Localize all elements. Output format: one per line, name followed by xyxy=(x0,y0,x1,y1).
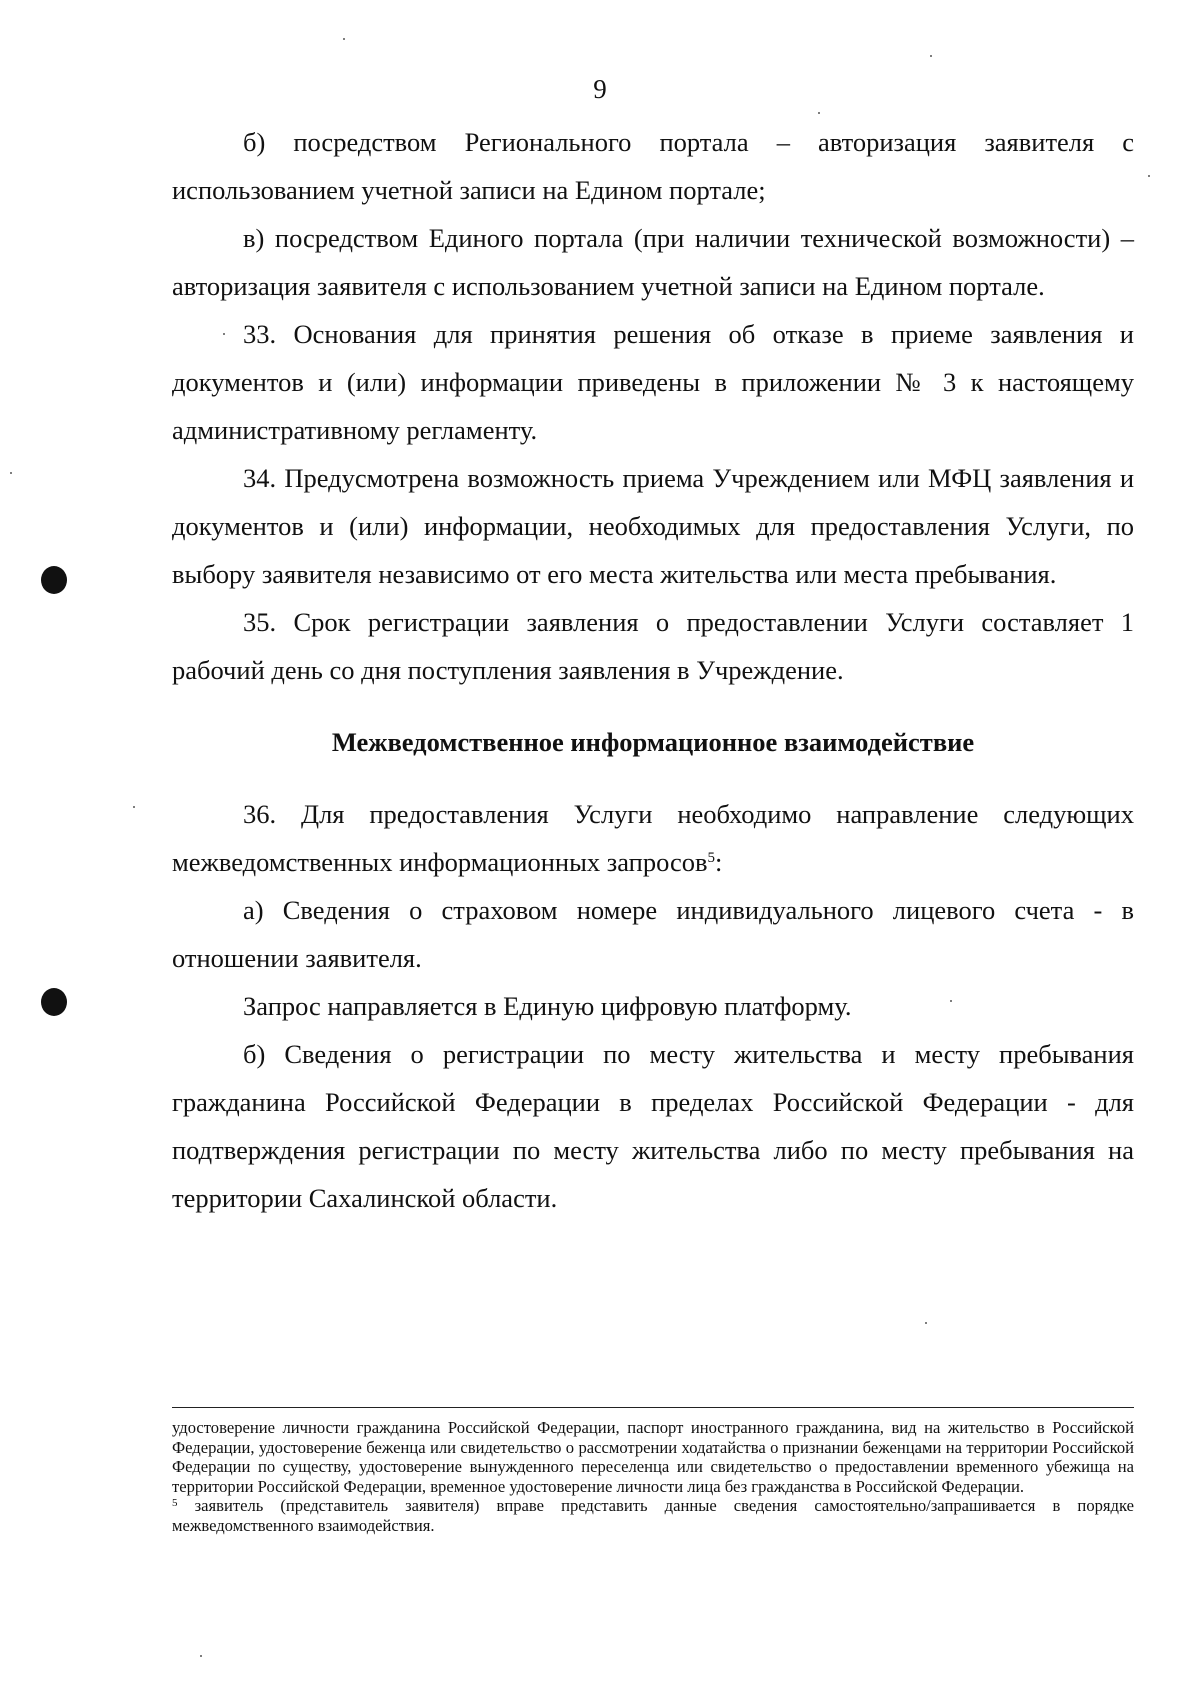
paragraph-36-tail: : xyxy=(715,847,723,877)
scan-speck xyxy=(950,1000,952,1002)
paragraph-v-unified-portal: в) посредством Единого портала (при наличии технической возможности) – авторизация заявителя с использованием учетной записи на Едином портале. xyxy=(172,223,1134,301)
page-number: 9 xyxy=(593,74,607,104)
paragraph-a-snils: а) Сведения о страховом номере индивидуального лицевого счета - в отношении заявителя. xyxy=(172,895,1134,973)
paragraph-34: 34. Предусмотрена возможность приема Учреждением или МФЦ заявления и документов и (или) информации, необходимых для предоставления Услуги, по выбору заявителя независимо от его места жительства или места пребывания. xyxy=(172,463,1134,589)
binder-hole-bottom xyxy=(41,988,67,1016)
paragraph-b-regional-portal: б) посредством Регионального портала – авторизация заявителя с использованием учетной записи на Едином портале; xyxy=(172,127,1134,205)
footnote-5 xyxy=(172,1496,1134,1535)
footnote-separator xyxy=(172,1407,1134,1408)
footnote-ref-5: 5 xyxy=(707,850,715,866)
paragraph-33: 33. Основания для принятия решения об отказе в приеме заявления и документов и (или) информации приведены в приложении № 3 к настоящему административному регламенту. xyxy=(172,319,1134,445)
scan-speck xyxy=(133,806,135,808)
scan-speck xyxy=(1148,175,1150,177)
paragraph-request-platform: Запрос направляется в Единую цифровую платформу. xyxy=(243,991,852,1021)
paragraph-36 xyxy=(172,790,1134,886)
scan-speck xyxy=(930,55,932,57)
scan-speck xyxy=(343,38,345,40)
footnote-continuation: удостоверение личности гражданина Российской Федерации, паспорт иностранного гражданина, вид на жительство в Российской Федерации, удостоверение беженца или свидетельство о рассмотрении ходатайства о признании беженцами на территории Российской Федерации по существу, удостоверение вынужденного переселенца или свидетельство о предоставлении временного убежища на территории Российской Федерации, временное удостоверение личности лица без гражданства в Российской Федерации. xyxy=(172,1418,1134,1496)
paragraph-36-text: 36. Для предоставления Услуги необходимо направление следующих межведомственных информационных запросов xyxy=(172,799,1134,877)
scan-speck xyxy=(925,1322,927,1324)
paragraph-b-registration: б) Сведения о регистрации по месту жительства и месту пребывания гражданина Российской Федерации в пределах Российской Федерации - для подтверждения регистрации по месту жительства либо по месту пребывания на территории Сахалинской области. xyxy=(172,1039,1134,1213)
scan-speck xyxy=(818,112,820,114)
binder-hole-top xyxy=(41,566,67,594)
footnote-5-text: заявитель (представитель заявителя) вправе представить данные сведения самостоятельно/запрашивается в порядке межведомственного взаимодействия. xyxy=(172,1496,1134,1535)
footnotes xyxy=(172,1418,1134,1535)
scan-speck xyxy=(200,1655,202,1657)
scan-speck xyxy=(10,472,12,474)
section-heading: Межведомственное информационное взаимодействие xyxy=(331,727,975,757)
document-body xyxy=(172,118,1134,1222)
paragraph-35: 35. Срок регистрации заявления о предоставлении Услуги составляет 1 рабочий день со дня поступления заявления в Учреждение. xyxy=(172,607,1134,685)
footnote-5-mark: 5 xyxy=(172,1497,178,1509)
scan-speck xyxy=(223,333,225,335)
